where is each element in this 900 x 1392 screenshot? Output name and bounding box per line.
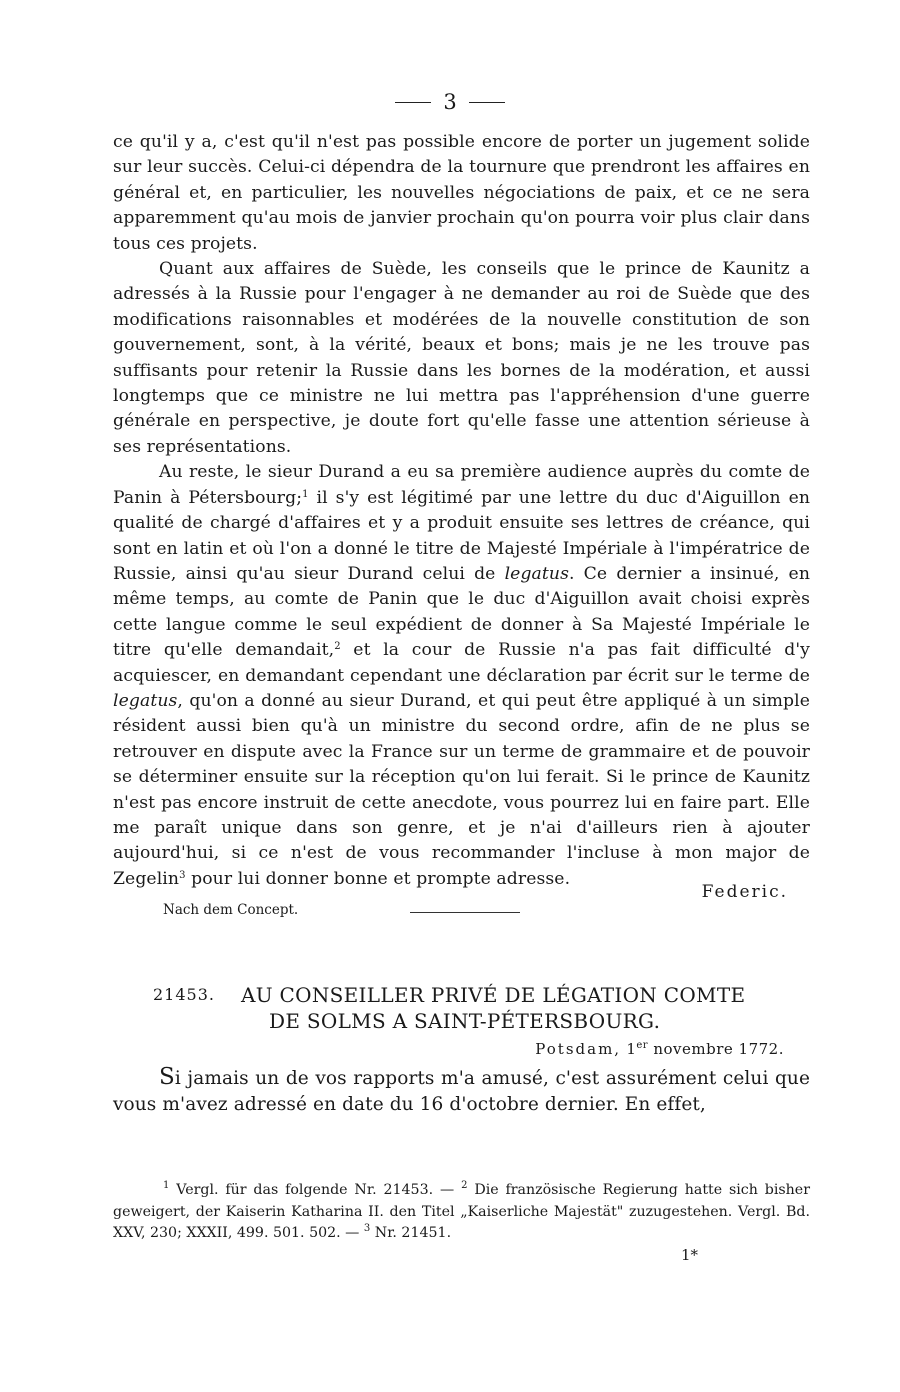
term-legatus-2: legatus xyxy=(113,690,178,711)
footnote-ref-3: 3 xyxy=(179,869,186,881)
header-dash-right xyxy=(469,102,505,103)
footnote-1-text: Vergl. für das folgende Nr. 21453. — xyxy=(169,1182,462,1198)
paragraph-1: ce qu'il y a, c'est qu'il n'est pas possible encore de porter un jugement solide sur leur succès. Celui-ci dépendra de la tournure que prendront les affaires en général et, en particulier, les nouvelles négociations de paix, et ce ne sera apparemment qu'au mois de janvier prochain qu'on pourra voir plus clair dans tous ces projets. xyxy=(113,132,810,254)
footnote-2-mark: 2 xyxy=(461,1180,468,1191)
footnote-ref-2: 2 xyxy=(334,641,341,653)
dateline-rest: novembre 1772. xyxy=(648,1040,784,1059)
header-dash-left xyxy=(395,102,431,103)
paragraph-3 xyxy=(113,460,810,892)
letter-initial: S xyxy=(159,1064,175,1091)
footnotes xyxy=(113,1180,810,1266)
page-header xyxy=(0,88,900,116)
footnote-1-mark: 1 xyxy=(163,1180,170,1191)
paragraph-3-part-d: . Ce dernier a insinué, en même temps, au comte de Panin que le duc d'Aiguillon avait choisi exprès cette langue comme le seul expédient de donner à Sa Majesté Impériale le titre qu'elle demandait, xyxy=(113,563,810,661)
dateline-place: Potsdam, xyxy=(535,1040,622,1059)
source-note: Nach dem Concept. xyxy=(163,902,299,919)
dateline xyxy=(113,1040,784,1058)
signature: Federic. xyxy=(701,882,788,903)
dateline-day: 1 xyxy=(626,1040,637,1059)
term-legatus: legatus xyxy=(504,563,569,584)
paragraph-3-part-e: et la cour de Russie n'a pas fait difficulté d'y acquiescer, en demandant cependant une déclaration par écrit sur le terme de xyxy=(113,640,810,686)
footnote-ref-1: 1 xyxy=(302,488,309,500)
letter-opening xyxy=(113,1064,810,1118)
dateline-day-suffix: er xyxy=(636,1040,649,1052)
paragraph-3-part-h: pour lui donner bonne et prompte adresse. xyxy=(185,868,571,889)
signature-row xyxy=(113,882,810,932)
paragraph-3-part-b: il s'y est légitimé par une lettre du duc d'Aiguillon en qualité de chargé d'affaires et y a produit ensuite ses lettres de créance, qui sont en latin et où l'on a donné le titre de Majesté Impériale à l'impératrice de Russie, ainsi qu'au sieur Durand celui de xyxy=(113,487,811,584)
paragraph-3-part-a: Au reste, le sieur Durand a eu sa première audience auprès du comte de Panin à Pétersbourg; xyxy=(113,462,810,508)
paragraph-2: Quant aux affaires de Suède, les conseils que le prince de Kaunitz a adressés à la Russie pour l'engager à ne demander au roi de Suède que des modifications raisonnables et modérées de la nouvelle constitution de son gouvernement, sont, à la vérité, beaux et bons; mais je ne les trouve pas suffisants pour retenir la Russie dans les bornes de la modération, et aussi longtemps que ce ministre ne lui mettra pas l'appréhension d'une guerre générale en perspective, je doute fort qu'elle fasse une attention sérieuse à ses représentations. xyxy=(113,259,810,457)
sheet-signature: 1* xyxy=(680,1245,698,1264)
footnote-block xyxy=(113,1180,810,1245)
footnote-3-text: Nr. 21451. xyxy=(370,1225,452,1241)
letter-opening-text: i jamais un de vos rapports m'a amusé, c'est assurément celui que vous m'avez adressé en date du 16 d'octobre dernier. En effet, xyxy=(113,1068,810,1116)
letter-number: 21453. xyxy=(153,985,215,1005)
letter-heading xyxy=(113,982,810,1034)
letter-title-line-2: DE SOLMS A SAINT-PÉTERSBOURG. xyxy=(269,1009,661,1034)
page-number: 3 xyxy=(443,90,457,114)
footnote-3-mark: 3 xyxy=(363,1223,371,1234)
main-text xyxy=(113,130,810,1118)
section-divider xyxy=(410,912,520,913)
footnote-2-text: Die französische Regierung hatte sich bisher geweigert, der Kaiserin Katharina II. den Titel „Kaiserliche Majestät" zuzugestehen. Vergl. Bd. XXV, 230; XXXII, 499. 501. 502. — xyxy=(113,1182,810,1241)
paragraph-3-part-g: , qu'on a donné au sieur Durand, et qui peut être appliqué à un simple résident aussi bien qu'à un ministre du second ordre, afin de ne plus se retrouver en dispute avec la France sur un terme de grammaire et de pouvoir se déterminer ensuite sur la réception qu'on lui ferait. Si le prince de Kaunitz n'est pas encore instruit de cette anecdote, vous pourrez lui en faire part. Elle me paraît unique dans son genre, et je n'ai d'ailleurs rien à ajouter aujourd'hui, si ce n'est de vous recommander l'incluse à mon major de Zegelin xyxy=(113,690,810,889)
letter-title-line-1: AU CONSEILLER PRIVÉ DE LÉGATION COMTE xyxy=(241,983,746,1008)
